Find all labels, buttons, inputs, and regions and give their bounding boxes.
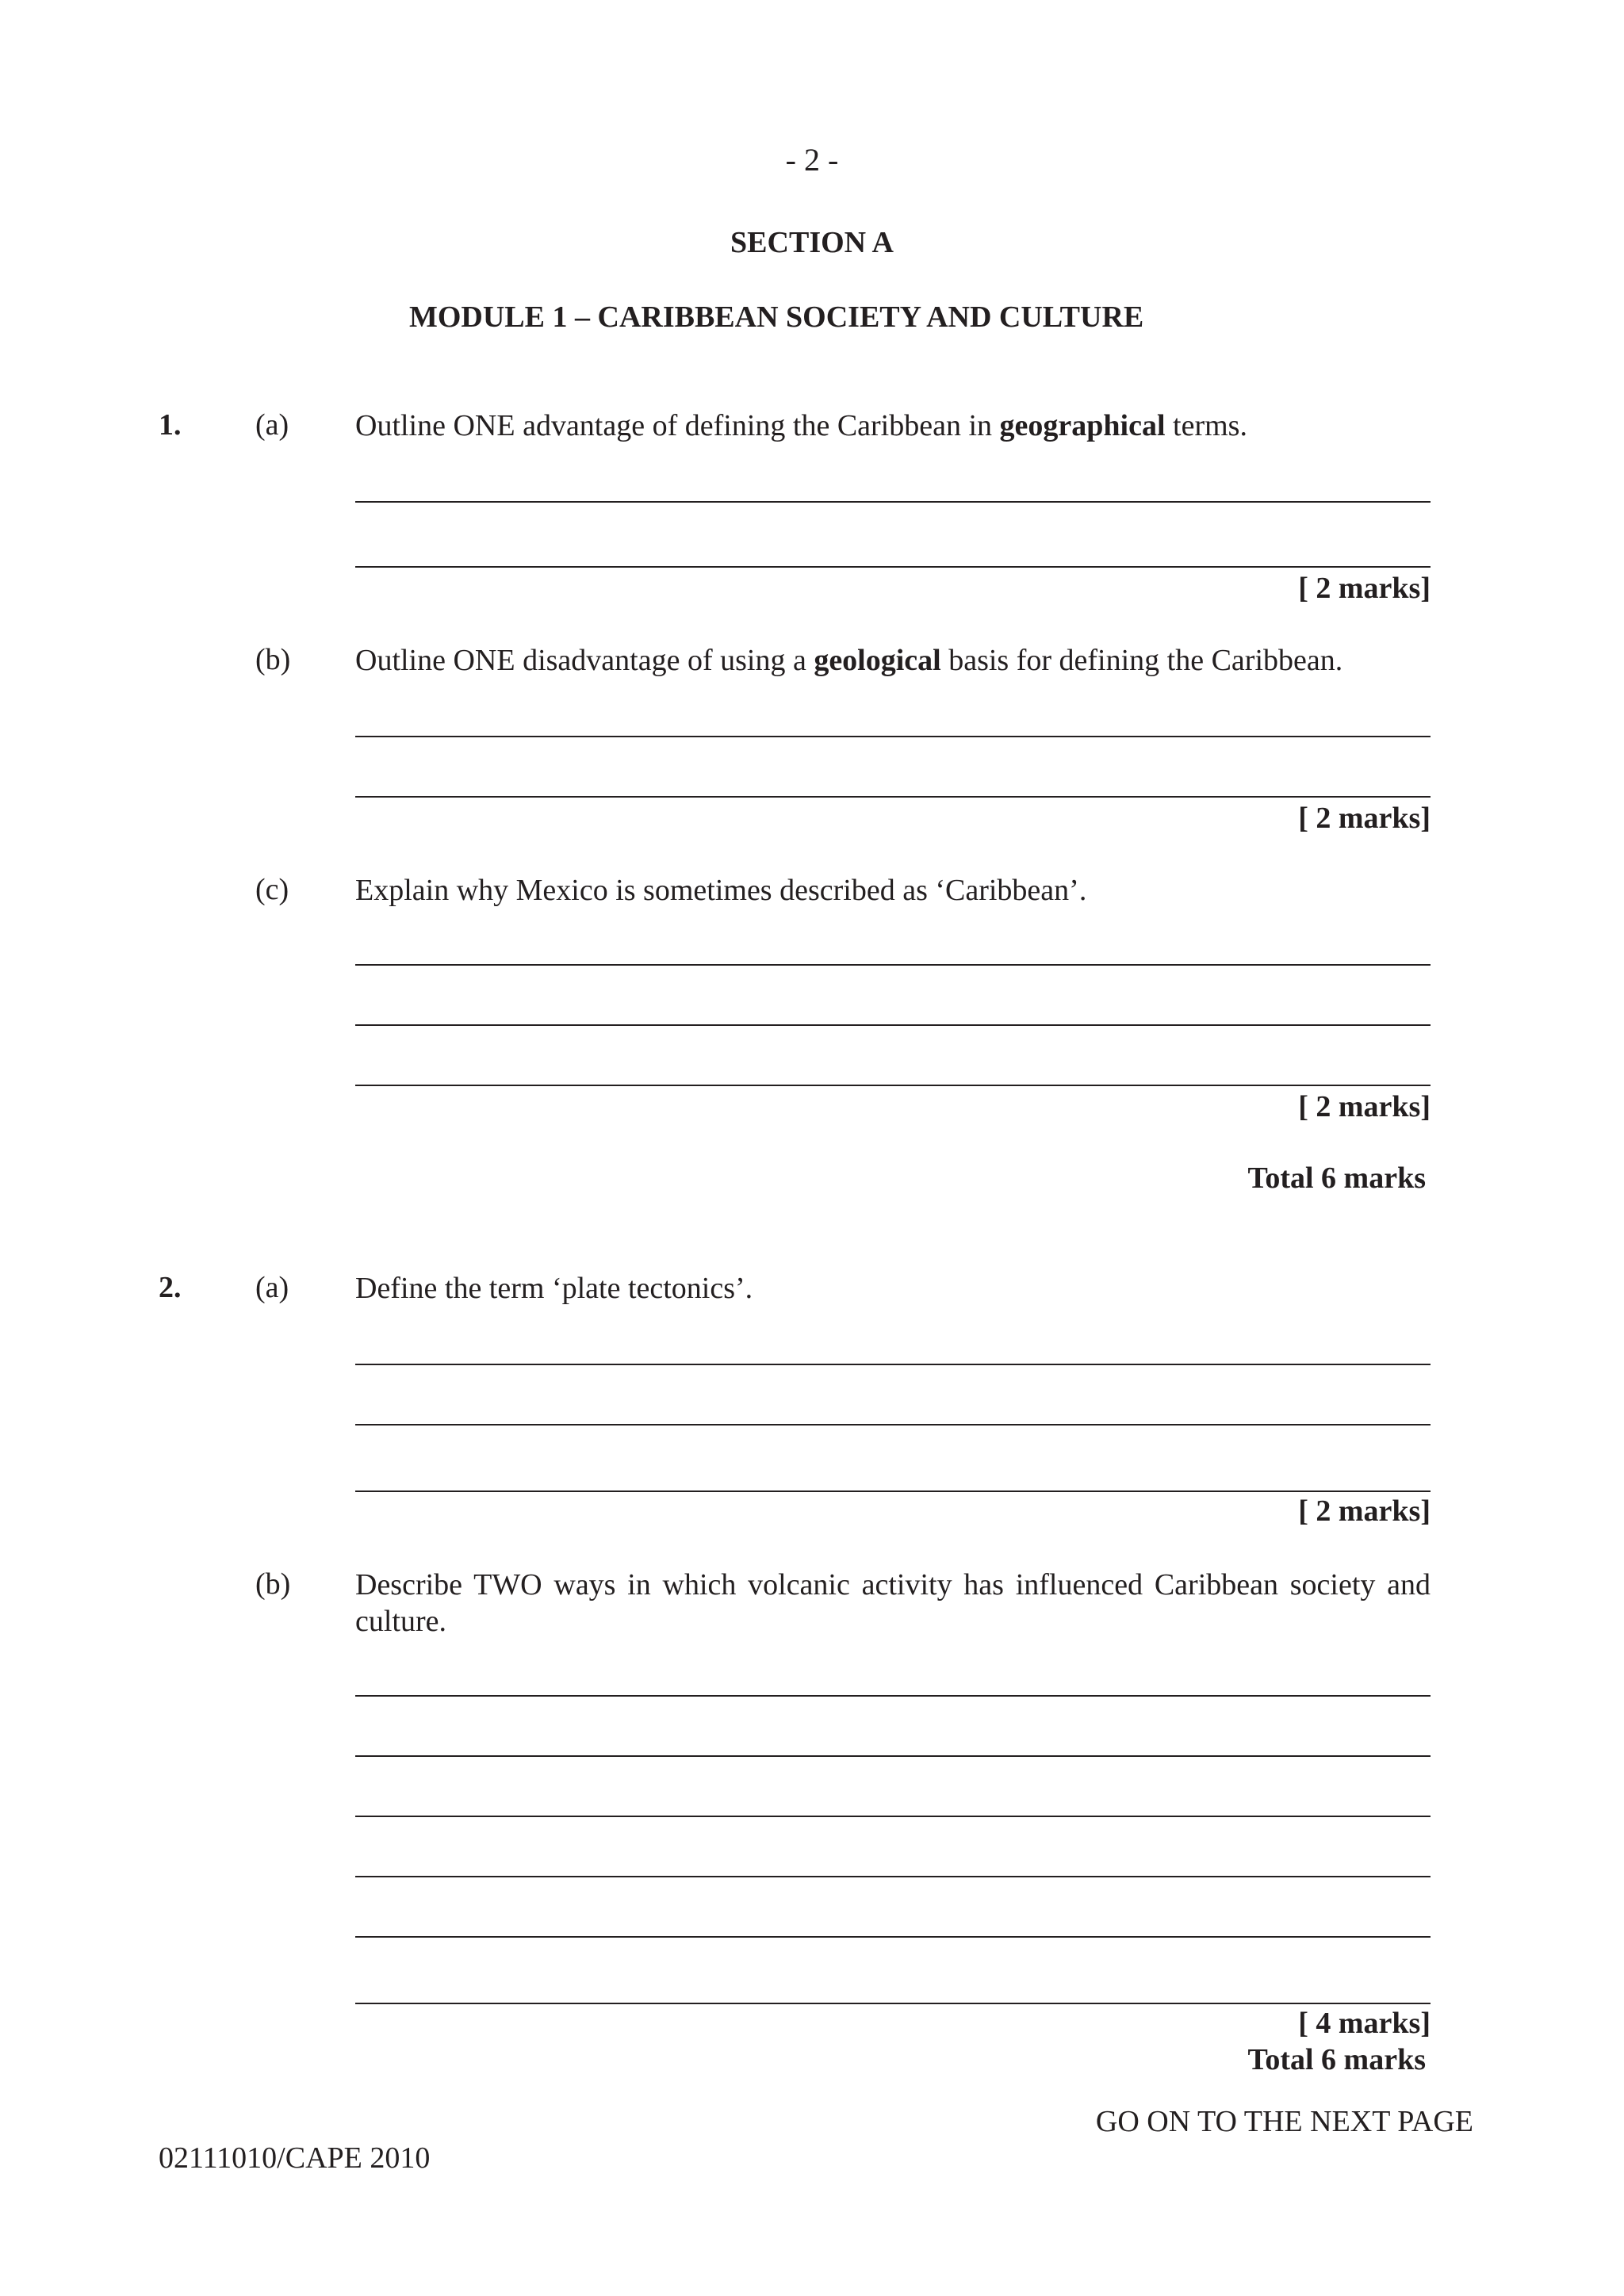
answer-line[interactable]	[355, 1876, 1431, 1877]
answer-line[interactable]	[355, 796, 1431, 798]
answer-line[interactable]	[355, 501, 1431, 503]
question-1b-label: (b)	[255, 643, 291, 676]
page-number: - 2 -	[785, 142, 839, 178]
question-1a-text	[355, 408, 1431, 444]
answer-line[interactable]	[355, 1755, 1431, 1757]
next-page-notice: GO ON TO THE NEXT PAGE	[1095, 2105, 1473, 2138]
question-1a-marks: [ 2 marks]	[1298, 572, 1431, 605]
answer-line[interactable]	[355, 566, 1431, 568]
question-1-total: Total 6 marks	[1247, 1161, 1426, 1195]
question-2b-label: (b)	[255, 1567, 291, 1601]
question-2b-marks: [ 4 marks]	[1298, 2007, 1431, 2040]
question-2-number: 2.	[159, 1271, 182, 1304]
question-2a-label: (a)	[255, 1271, 289, 1304]
question-2a-marks: [ 2 marks]	[1298, 1494, 1431, 1528]
module-title: MODULE 1 – CARIBBEAN SOCIETY AND CULTURE	[409, 300, 1144, 334]
question-1b-keyword: geological	[814, 644, 941, 677]
answer-line[interactable]	[355, 736, 1431, 737]
question-1b-text-start: Outline ONE disadvantage of using a	[355, 644, 814, 677]
question-1a-label: (a)	[255, 408, 289, 442]
answer-line[interactable]	[355, 1364, 1431, 1365]
answer-line[interactable]	[355, 2003, 1431, 2004]
question-1b-marks: [ 2 marks]	[1298, 802, 1431, 835]
answer-line[interactable]	[355, 964, 1431, 966]
question-1c-text: Explain why Mexico is sometimes described as ‘Caribbean’.	[355, 874, 1087, 907]
answer-line[interactable]	[355, 1024, 1431, 1026]
answer-line[interactable]	[355, 1085, 1431, 1086]
answer-line[interactable]	[355, 1936, 1431, 1938]
answer-line[interactable]	[355, 1695, 1431, 1697]
question-1c-label: (c)	[255, 873, 289, 906]
answer-line[interactable]	[355, 1816, 1431, 1817]
paper-code: 02111010/CAPE 2010	[159, 2141, 431, 2175]
question-1c-marks: [ 2 marks]	[1298, 1090, 1431, 1123]
question-2b-text: Describe TWO ways in which volcanic activity has influenced Caribbean society and culture.	[355, 1568, 1431, 1638]
section-title: SECTION A	[730, 226, 894, 259]
question-1b-text-end: basis for defining the Caribbean.	[940, 644, 1343, 677]
question-1a-text-end: terms.	[1165, 409, 1247, 442]
question-1-number: 1.	[159, 408, 182, 442]
answer-line[interactable]	[355, 1424, 1431, 1425]
question-2-total: Total 6 marks	[1247, 2043, 1426, 2076]
question-2a-text: Define the term ‘plate tectonics’.	[355, 1272, 753, 1305]
question-1a-keyword: geographical	[999, 409, 1166, 442]
question-1b-text	[355, 642, 1431, 679]
answer-line[interactable]	[355, 1490, 1431, 1492]
question-1a-text-start: Outline ONE advantage of defining the Caribbean in	[355, 409, 1000, 442]
